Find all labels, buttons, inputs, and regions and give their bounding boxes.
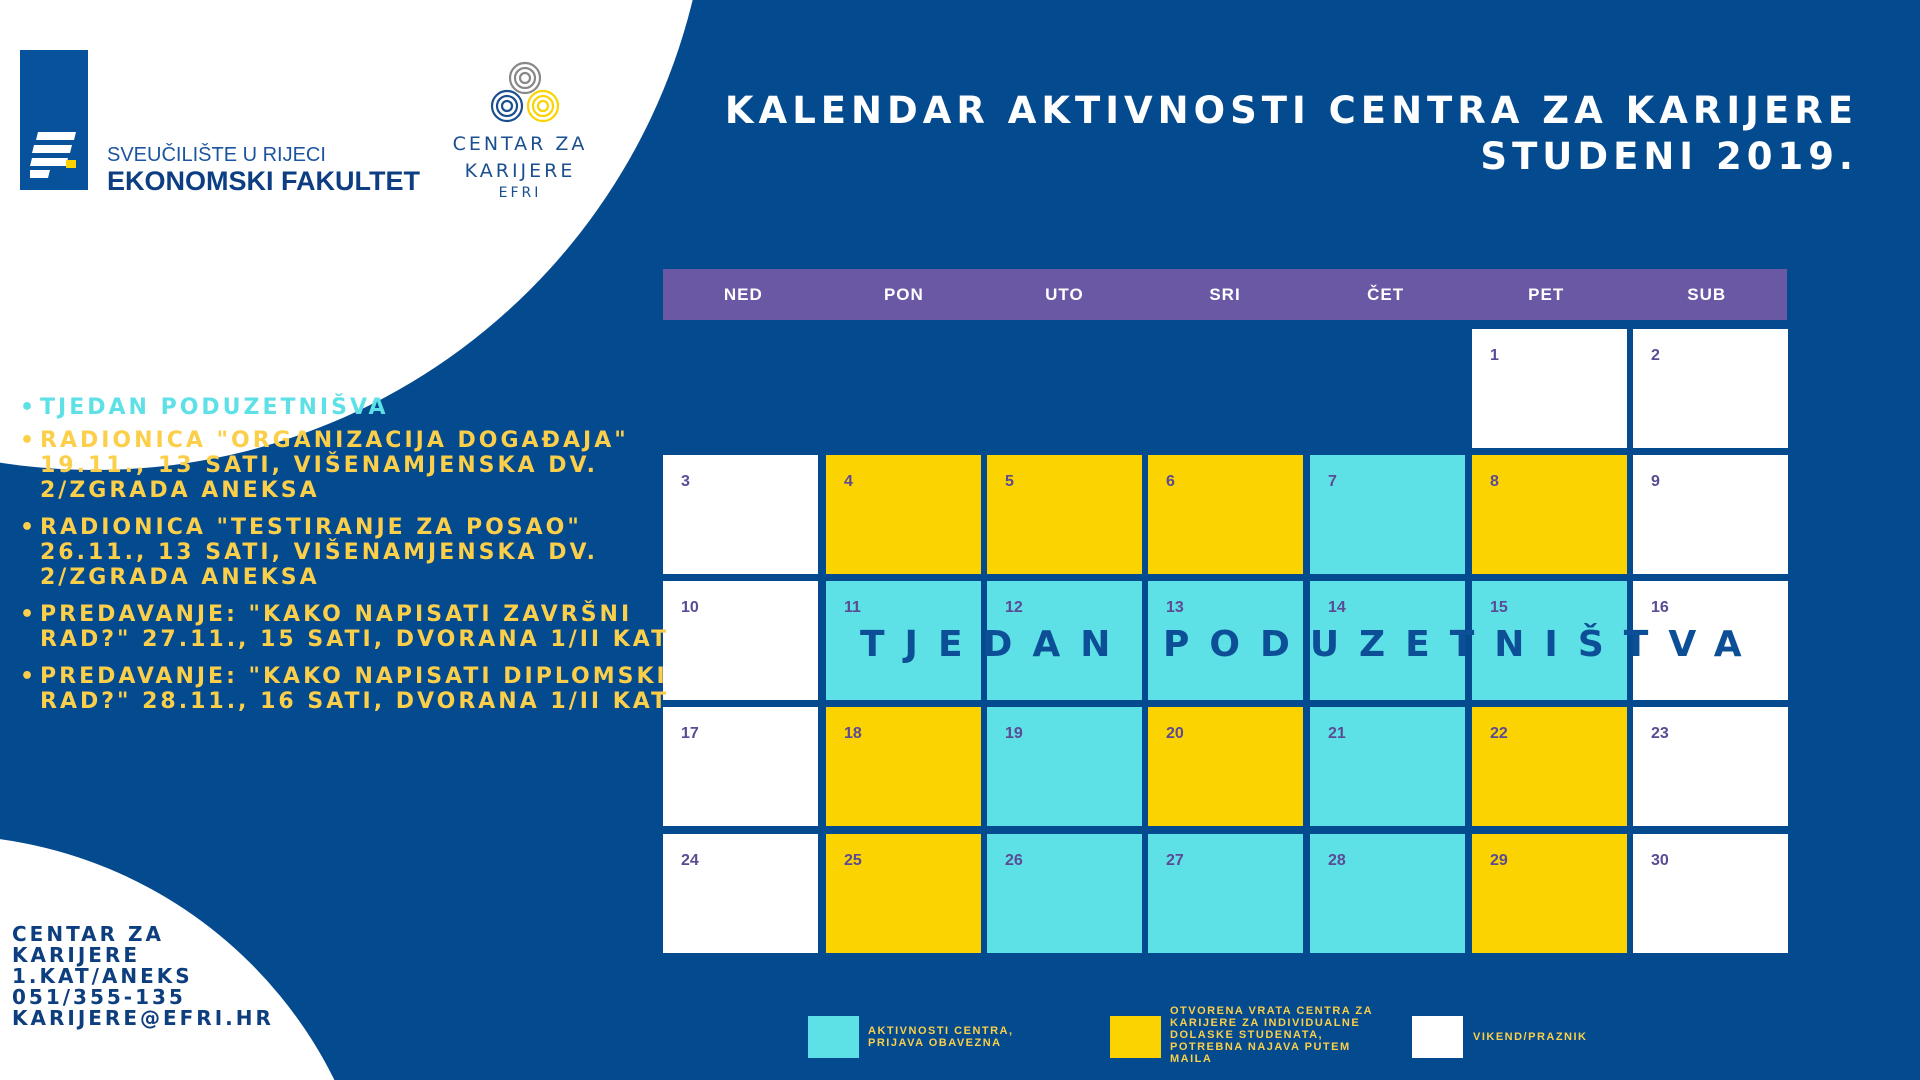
calendar-day-number: 11: [844, 599, 861, 616]
calendar-day-number: 8: [1490, 473, 1499, 490]
university-logo-icon: [30, 130, 78, 180]
career-logo-line2: KARIJERE: [464, 159, 576, 182]
calendar-day-cell: [826, 834, 981, 953]
contact-line: 1.KAT/ANEKS: [12, 964, 193, 988]
calendar-day-cell: [1472, 329, 1627, 448]
important-date-item: • RADIONICA "ORGANIZACIJA DOGAĐAJA" 19.11., 13 SATI, VIŠENAMJENSKA DV. 2/ZGRADA ANEKSA: [20, 428, 670, 503]
calendar-day-number: 5: [1005, 473, 1014, 490]
calendar-day-number: 2: [1651, 347, 1660, 364]
weekday-mon: PON: [883, 284, 924, 304]
calendar-day-cell: [663, 581, 818, 700]
calendar-day-cell: [1310, 707, 1465, 826]
calendar-day-number: 19: [1005, 725, 1023, 742]
calendar-day-number: 28: [1328, 852, 1346, 869]
calendar-day-cell: [1148, 834, 1303, 953]
calendar-day-number: 17: [681, 725, 699, 742]
legend-swatch-activities: [808, 1016, 859, 1058]
calendar-day-number: 12: [1005, 599, 1023, 616]
calendar-day-cell: [1633, 707, 1788, 826]
calendar-day-cell: [1633, 834, 1788, 953]
calendar-day-number: 4: [844, 473, 853, 490]
calendar-day-number: 29: [1490, 852, 1508, 869]
legend-label-open-doors: OTVORENA VRATA CENTRA ZA KARIJERE ZA INDIVIDUALNE DOLASKE STUDENATA, POTREBNA NAJAVA PUTEM MAILA: [1170, 1005, 1373, 1065]
career-center-logo-text: [430, 131, 610, 204]
weekday-sat: SUB: [1687, 284, 1727, 304]
calendar-day-number: 18: [844, 725, 862, 742]
contact-info: [12, 924, 274, 1029]
legend-swatch-weekend: [1412, 1016, 1463, 1058]
calendar-day-cell: [1472, 455, 1627, 574]
important-dates-list: [20, 395, 670, 726]
calendar-day-number: 13: [1166, 599, 1184, 616]
calendar-day-cell: [1310, 834, 1465, 953]
weekday-tue: UTO: [1045, 284, 1084, 304]
calendar-day-number: 30: [1651, 852, 1669, 869]
important-date-item: • PREDAVANJE: "KAKO NAPISATI DIPLOMSKI RAD?" 28.11., 16 SATI, DVORANA 1/II KAT: [20, 664, 670, 714]
calendar-day-cell: [826, 455, 981, 574]
calendar-day-number: 22: [1490, 725, 1508, 742]
calendar-day-number: 10: [681, 599, 699, 616]
calendar-day-number: 25: [844, 852, 862, 869]
contact-line: CENTAR ZA: [12, 922, 164, 946]
contact-email[interactable]: KARIJERE@EFRI.HR: [12, 1006, 274, 1030]
calendar-day-cell: [663, 834, 818, 953]
calendar-day-number: 14: [1328, 599, 1346, 616]
calendar-day-number: 7: [1328, 473, 1337, 490]
career-logo-line3: EFRI: [498, 185, 542, 202]
career-logo-line1: CENTAR ZA: [452, 133, 588, 155]
contact-line: KARIJERE: [12, 943, 140, 967]
important-dates-title: VAŽNI DATUMI:: [40, 342, 332, 375]
weekday-thu: ČET: [1367, 284, 1405, 304]
calendar-day-number: 9: [1651, 473, 1660, 490]
faculty-name: EKONOMSKI FAKULTET: [107, 166, 420, 196]
title-line1: KALENDAR AKTIVNOSTI CENTRA ZA KARIJERE: [724, 89, 1858, 132]
important-date-item: • RADIONICA "TESTIRANJE ZA POSAO" 26.11., 13 SATI, VIŠENAMJENSKA DV. 2/ZGRADA ANEKSA: [20, 515, 670, 590]
calendar-day-cell: [987, 707, 1142, 826]
important-date-item: • TJEDAN PODUZETNIŠVA: [20, 395, 670, 420]
calendar-weekday-header: [663, 269, 1787, 320]
calendar-day-number: 26: [1005, 852, 1023, 869]
entrepreneurship-week-banner: TJEDAN PODUZETNIŠTVA: [860, 624, 1762, 665]
calendar-day-cell: [987, 455, 1142, 574]
calendar-day-cell: [1633, 455, 1788, 574]
page-title: [725, 88, 1858, 180]
calendar-day-number: 21: [1328, 725, 1346, 742]
career-center-logo-icon: [485, 60, 565, 130]
legend-label-weekend: VIKEND/PRAZNIK: [1473, 1031, 1588, 1043]
university-name: SVEUČILIŠTE U RIJECI: [107, 144, 326, 166]
calendar-day-cell: [1310, 455, 1465, 574]
title-line2: STUDENI 2019.: [1480, 135, 1858, 178]
weekday-fri: PET: [1528, 284, 1565, 304]
calendar-day-number: 24: [681, 852, 699, 869]
calendar-day-number: 3: [681, 473, 690, 490]
calendar-day-cell: [1633, 329, 1788, 448]
legend-swatch-open-doors: [1110, 1016, 1161, 1058]
calendar-day-cell: [663, 455, 818, 574]
calendar-day-number: 15: [1490, 599, 1508, 616]
calendar-day-number: 6: [1166, 473, 1175, 490]
calendar-day-number: 1: [1490, 347, 1499, 364]
weekday-sun: NED: [723, 284, 763, 304]
calendar-day-number: 23: [1651, 725, 1669, 742]
calendar-day-cell: [1472, 707, 1627, 826]
weekday-wed: SRI: [1209, 284, 1241, 304]
calendar-day-cell: [1148, 455, 1303, 574]
important-date-item: • PREDAVANJE: "KAKO NAPISATI ZAVRŠNI RAD?" 27.11., 15 SATI, DVORANA 1/II KAT: [20, 602, 670, 652]
legend-label-activities: AKTIVNOSTI CENTRA, PRIJAVA OBAVEZNA: [868, 1025, 1014, 1049]
calendar-day-cell: [1148, 707, 1303, 826]
calendar-day-number: 20: [1166, 725, 1184, 742]
calendar-day-cell: [987, 834, 1142, 953]
contact-phone: 051/355-135: [12, 985, 186, 1009]
calendar-day-number: 27: [1166, 852, 1184, 869]
calendar-day-cell: [826, 707, 981, 826]
calendar-day-cell: [1472, 834, 1627, 953]
calendar-day-number: 16: [1651, 599, 1669, 616]
calendar-day-cell: [663, 707, 818, 826]
